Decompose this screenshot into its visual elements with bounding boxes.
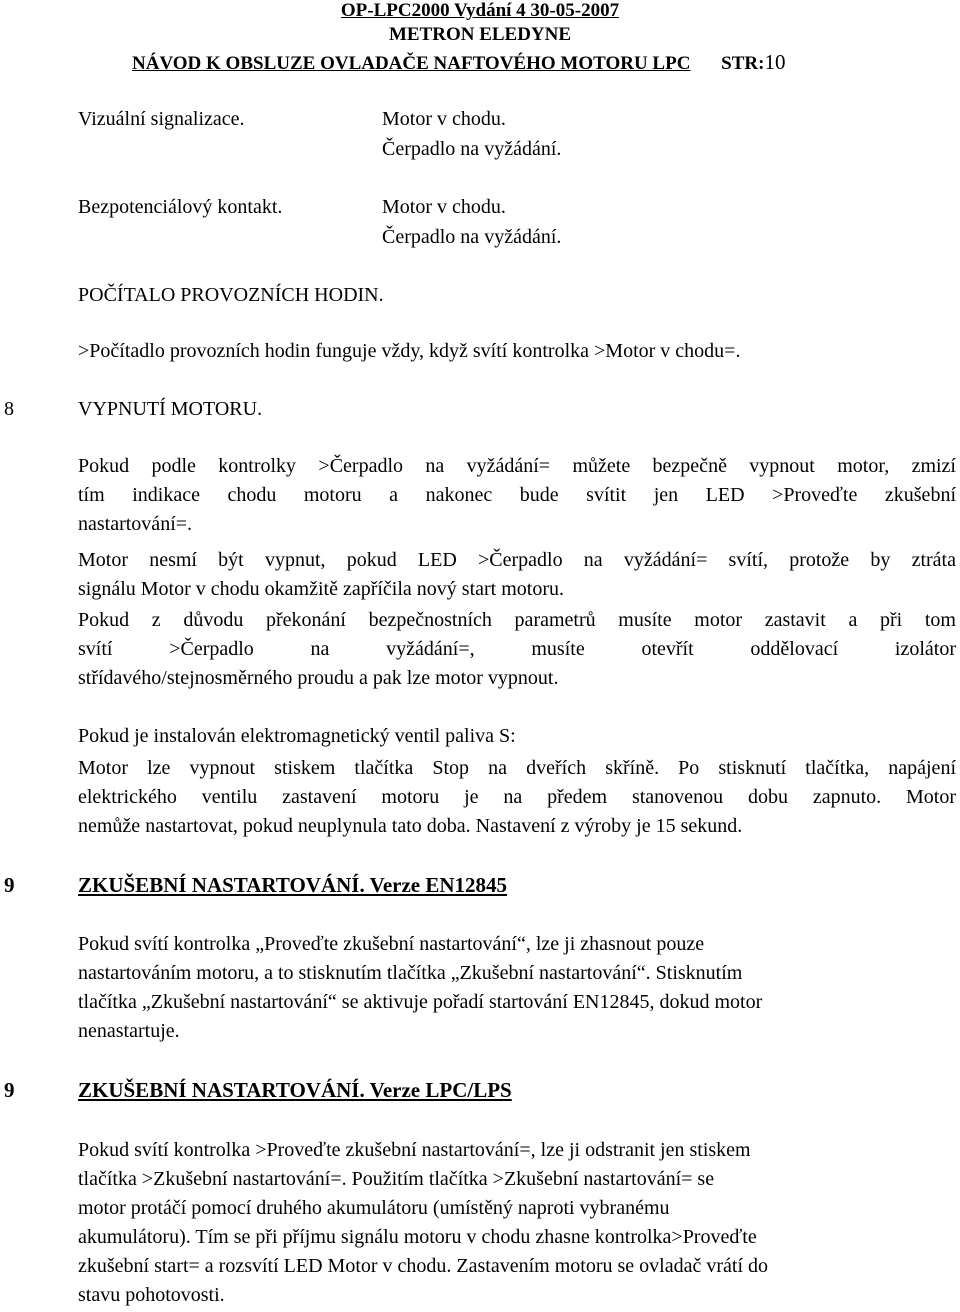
contact-item: Čerpadlo na vyžádání.	[382, 226, 562, 248]
section8-paragraph5	[78, 754, 956, 841]
text-line: tlačítka >Zkušební nastartování=. Použitím tlačítka >Zkušební nastartování= se	[78, 1168, 715, 1190]
section8-number: 8	[4, 398, 14, 420]
section8-paragraph1	[78, 452, 956, 539]
hour-counter-text: >Počítadlo provozních hodin funguje vždy, když svítí kontrolka >Motor v chodu=.	[78, 340, 741, 362]
text-line: zkušební start= a rozsvítí LED Motor v chodu. Zastavením motoru se ovladač vrátí do	[78, 1255, 768, 1277]
text-line: nastartováním motoru, a to stisknutím tlačítka „Zkušební nastartování“. Stisknutím	[78, 962, 743, 984]
section9b-paragraph	[78, 1136, 956, 1310]
contact-label: Bezpotenciálový kontakt.	[78, 196, 283, 218]
text-line: Pokud svítí kontrolka „Proveďte zkušební nastartování“, lze ji zhasnout pouze	[78, 933, 705, 955]
section9b-title: ZKUŠEBNÍ NASTARTOVÁNÍ. Verze LPC/LPS	[78, 1078, 512, 1102]
text-line: tlačítka „Zkušební nastartování“ se aktivuje pořadí startování EN12845, dokud motor	[78, 991, 763, 1013]
text-line: nemůže nastartovat, pokud neuplynula tato doba. Nastavení z výroby je 15 sekund.	[78, 815, 743, 837]
visual-signal-item: Motor v chodu.	[382, 108, 506, 130]
text-line: nastartování=.	[78, 513, 193, 535]
header-title	[132, 50, 785, 75]
header-manual-title: NÁVOD K OBSLUZE OVLADAČE NAFTOVÉHO MOTORU LPC	[132, 53, 691, 74]
section8-valve-intro: Pokud je instalován elektromagnetický ventil paliva S:	[78, 725, 516, 747]
text-line: střídavého/stejnosměrného proudu a pak lze motor vypnout.	[78, 667, 559, 689]
text-line: akumulátoru). Tím se při příjmu signálu motoru v chodu zhasne kontrolka>Proveďte	[78, 1226, 757, 1248]
section8-paragraph2	[78, 546, 956, 604]
header-page-number: 10	[764, 50, 786, 74]
header-page-label: STR:	[721, 53, 765, 74]
visual-signal-item: Čerpadlo na vyžádání.	[382, 138, 562, 160]
hour-counter-heading: POČÍTALO PROVOZNÍCH HODIN.	[78, 284, 384, 306]
text-line: nenastartuje.	[78, 1020, 180, 1042]
text-line: Pokud svítí kontrolka >Proveďte zkušební nastartování=, lze ji odstranit jen stiskem	[78, 1139, 751, 1161]
text-line: motor protáčí pomocí druhého akumulátoru (umístěný naproti vybranému	[78, 1197, 670, 1219]
header-doc-id: OP-LPC2000 Vydání 4 30-05-2007	[340, 0, 620, 21]
contact-item: Motor v chodu.	[382, 196, 506, 218]
section9a-title: ZKUŠEBNÍ NASTARTOVÁNÍ. Verze EN12845	[78, 873, 508, 897]
text-line: elektrického ventilu zastavení motoru je na předem stanovenou dobu zapnuto. Motor	[78, 786, 956, 808]
section9b-number: 9	[4, 1078, 15, 1102]
text-line: signálu Motor v chodu okamžitě zapříčila nový start motoru.	[78, 578, 564, 600]
section8-title: VYPNUTÍ MOTORU.	[78, 398, 263, 420]
text-line: Pokud z důvodu překonání bezpečnostních parametrů musíte motor zastavit a při tom	[78, 609, 956, 631]
text-line: Pokud podle kontrolky >Čerpadlo na vyžádání= můžete bezpečně vypnout motor, zmizí	[78, 455, 956, 477]
section9a-paragraph	[78, 930, 956, 1046]
text-line: Motor nesmí být vypnut, pokud LED >Čerpadlo na vyžádání= svítí, protože by ztráta	[78, 549, 956, 571]
text-line: svítí >Čerpadlo na vyžádání=, musíte otevřít oddělovací izolátor	[78, 638, 956, 660]
header-company: METRON ELEDYNE	[388, 24, 572, 45]
section8-paragraph3	[78, 606, 956, 693]
section9a-number: 9	[4, 873, 15, 897]
text-line: Motor lze vypnout stiskem tlačítka Stop na dveřích skříně. Po stisknutí tlačítka, napájení	[78, 757, 956, 779]
visual-signal-label: Vizuální signalizace.	[78, 108, 245, 130]
text-line: stavu pohotovosti.	[78, 1284, 225, 1306]
text-line: tím indikace chodu motoru a nakonec bude svítit jen LED >Proveďte zkušební	[78, 484, 956, 506]
